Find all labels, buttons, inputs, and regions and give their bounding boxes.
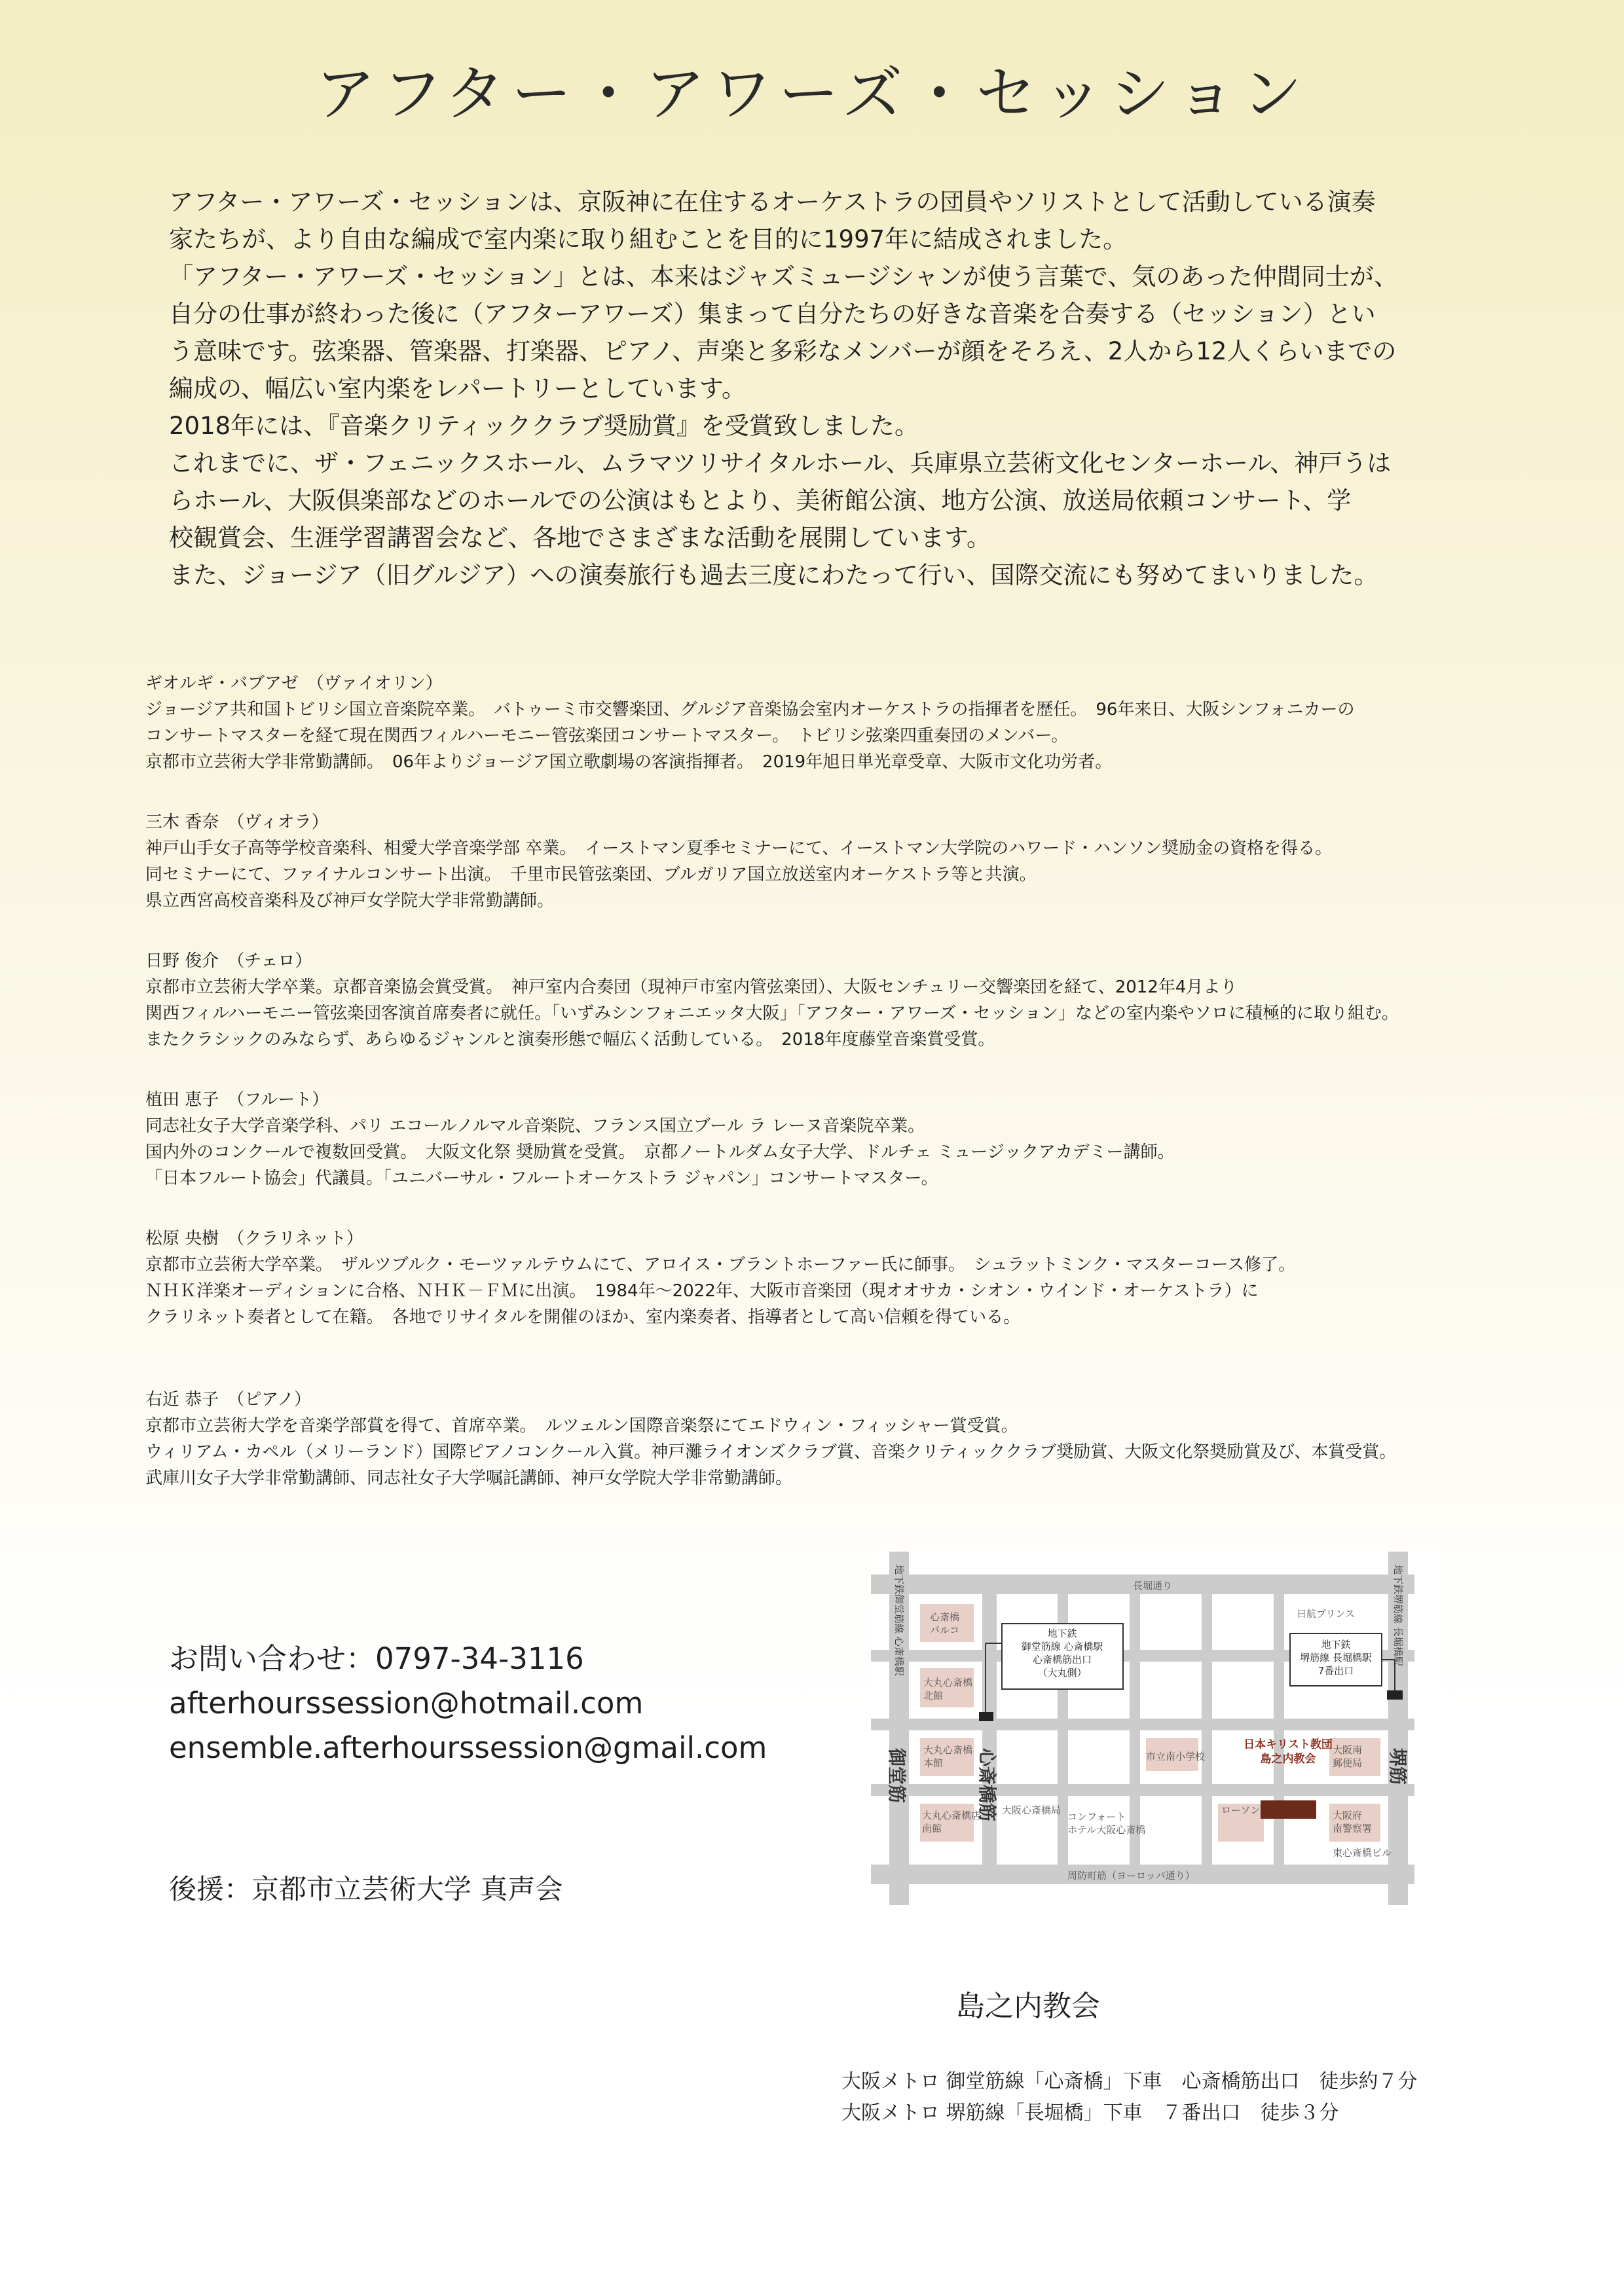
map-label-parco: パルコ [930, 1624, 960, 1636]
contact-phone: お問い合わせ：0797-34-3116 [169, 1641, 584, 1676]
map-callout-right-line: 7番出口 [1318, 1665, 1354, 1677]
intro-line: アフター・アワーズ・セッションは、京阪神に在住するオーケストラの団員やソリストとして活動している演奏 [169, 188, 1376, 216]
member-bio-line: 京都市立芸術大学非常勤講師。 06年よりジョージア国立歌劇場の客演指揮者。 2019年旭日単光章受章、大阪市文化功労者。 [145, 752, 1113, 772]
intro-line: 「アフター・アワーズ・セッション」とは、本来はジャズミュージシャンが使う言葉で、気のあった仲間同士が、 [169, 263, 1398, 291]
member-name: 三木 香奈 （ヴィオラ） [145, 812, 329, 832]
page-title: アフター・アワーズ・セッション [315, 59, 1309, 129]
map-label-midosuji: 御堂筋 [886, 1748, 908, 1804]
member-bio-line: ジョージア共和国トビリシ国立音楽院卒業。 バトゥーミ市交響楽団、グルジア音楽協会室内オーケストラの指揮者を歴任。 96年来日、大阪シンフォニカーの [145, 700, 1355, 720]
member-bio-line: 武庫川女子大学非常勤講師、同志社女子大学嘱託講師、神戸女学院大学非常勤講師。 [145, 1468, 793, 1488]
intro-line: 家たちが、より自由な編成で室内楽に取り組むことを目的に1997年に結成されました。 [169, 225, 1128, 253]
member-profile-cello [145, 948, 1553, 1053]
member-bio-line: 関西フィルハーモニー管弦楽団客演首席奏者に就任。「いずみシンフォニエッタ大阪」「アフター・アワーズ・セッション」などの室内楽やソロに積極的に取り組む。 [145, 1004, 1399, 1023]
map-label-minami-post: 大阪南 [1333, 1744, 1363, 1756]
member-bio-line: コンサートマスターを経て現在関西フィルハーモニー管弦楽団コンサートマスター。 トビリシ弦楽四重奏団のメンバー。 [145, 726, 1069, 746]
access-info [841, 2066, 1418, 2129]
contact-info [169, 1637, 767, 1770]
access-map [871, 1552, 1441, 1905]
intro-line: 校観賞会、生涯学習講習会など、各地でさまざまな活動を展開しています。 [169, 524, 991, 552]
intro-line: 2018年には、『音楽クリティッククラブ奨励賞』を受賞致しました。 [169, 412, 919, 440]
member-bio-line: またクラシックのみならず、あらゆるジャンルと演奏形態で幅広く活動している。 2018年度藤堂音楽賞受賞。 [145, 1030, 995, 1049]
member-profile-piano [145, 1387, 1553, 1491]
member-bio-line: ＮＨＫ洋楽オーディションに合格、ＮＨＫ－ＦＭに出演。 1984年～2022年、大阪市音楽団（現オオサカ・シオン・ウインド・オーケストラ）に [145, 1281, 1259, 1301]
map-label-nikko: 日航プリンス [1297, 1608, 1355, 1620]
map-label-sakaisuji: 堺筋 [1387, 1748, 1409, 1785]
map-church-label: 島之内教会 [1260, 1753, 1316, 1766]
member-profile-viola [145, 809, 1553, 914]
member-bio-line: 国内外のコンクールで複数回受賞。 大阪文化祭 奨励賞を受賞。 京都ノートルダム女子大学、ドルチェ ミュージックアカデミー講師。 [145, 1142, 1175, 1162]
map-label-daimaru-south: 大丸心斎橋店 [922, 1810, 982, 1821]
member-profile-flute [145, 1087, 1553, 1192]
map-label-daimaru-main: 本館 [923, 1757, 944, 1769]
map-label-top-street: 長堀通り [1133, 1580, 1173, 1592]
map-callout-left-line: 地下鉄 [1047, 1628, 1077, 1639]
map-label-shinsaibashisuji: 心斎橋筋 [976, 1748, 998, 1822]
map-label-hotel: コンフォート [1067, 1811, 1126, 1823]
map-label-police: 南警察署 [1333, 1823, 1373, 1834]
map-label-minami-post: 郵便局 [1333, 1757, 1363, 1769]
map-label-left-subway: 地下鉄御堂筋線 心斎橋駅 [893, 1565, 905, 1676]
map-label-daimaru-south: 南館 [922, 1823, 942, 1834]
member-name: 植田 恵子 （フルート） [145, 1090, 329, 1110]
map-label-right-subway: 地下鉄堺筋線 長堀橋駅 [1392, 1565, 1404, 1666]
member-bio-line: 京都市立芸術大学を音楽学部賞を得て、首席卒業。 ルツェルン国際音楽祭にてエドウィン・フィッシャー賞受賞。 [145, 1416, 1018, 1436]
map-label-hotel: ホテル大阪心斎橋 [1067, 1824, 1146, 1836]
map-callout-right-line: 地下鉄 [1321, 1639, 1351, 1650]
member-bio-line: クラリネット奏者として在籍。 各地でリサイタルを開催のほか、室内楽奏者、指導者として高い信頼を得ている。 [145, 1307, 1021, 1327]
map-church-label: 日本キリスト教団 [1244, 1738, 1333, 1751]
intro-line: う意味です。弦楽器、管楽器、打楽器、ピアノ、声楽と多彩なメンバーが顔をそろえ、2人から12人くらいまでの [169, 337, 1397, 365]
intro-line: らホール、大阪倶楽部などのホールでの公演はもとより、美術館公演、地方公演、放送局依頼コンサート、学 [169, 486, 1352, 515]
intro-line: これまでに、ザ・フェニックスホール、ムラマツリサイタルホール、兵庫県立芸術文化センターホール、神戸うは [169, 449, 1392, 477]
map-callout-right-line: 堺筋線 長堀橋駅 [1300, 1652, 1372, 1664]
map-label-higashi-bldg: 東心斎橋ビル [1333, 1847, 1392, 1859]
member-name: 松原 央樹 （クラリネット） [145, 1229, 363, 1248]
venue-name: 島之内教会 [956, 1990, 1100, 2023]
member-profile-clarinet [145, 1226, 1553, 1330]
contact-email-link[interactable]: ensemble.afterhourssession@gmail.com [169, 1730, 767, 1765]
map-label-bottom-street: 周防町筋（ヨーロッパ通り） [1067, 1870, 1195, 1882]
map-callout-left-line: 心斎橋筋出口 [1032, 1654, 1092, 1666]
map-callout-left-line: 御堂筋線 心斎橋駅 [1021, 1641, 1103, 1652]
member-profile-violin [145, 670, 1553, 775]
map-label-daimaru-north: 大丸心斎橋 [923, 1677, 973, 1688]
map-label-parco: 心斎橋 [930, 1611, 960, 1623]
map-label-school: 市立南小学校 [1146, 1751, 1206, 1762]
map-label-police: 大阪府 [1333, 1810, 1363, 1821]
map-label-daimaru-north: 北館 [923, 1690, 944, 1702]
access-line: 大阪メトロ 堺筋線「長堀橋」下車 ７番出口 徒歩３分 [841, 2102, 1339, 2124]
map-label-lawson: ローソン [1221, 1804, 1261, 1816]
sponsor-credit: 後援：京都市立芸術大学 真声会 [169, 1873, 563, 1905]
intro-line: 編成の、幅広い室内楽をレパートリーとしています。 [169, 374, 746, 403]
member-profiles [145, 670, 1553, 1525]
member-bio-line: ウィリアム・カペル（メリーランド）国際ピアノコンクール入賞。神戸灘ライオンズクラブ賞、音楽クリティッククラブ奨励賞、大阪文化祭奨励賞及び、本賞受賞。 [145, 1442, 1397, 1462]
member-name: 日野 俊介 （チェロ） [145, 951, 312, 971]
member-bio-line: 京都市立芸術大学卒業。 ザルツブルク・モーツァルテウムにて、アロイス・ブラントホーファー氏に師事。 シュラットミンク・マスターコース修了。 [145, 1255, 1296, 1275]
access-line: 大阪メトロ 御堂筋線「心斎橋」下車 心斎橋筋出口 徒歩約７分 [841, 2070, 1418, 2093]
member-bio-line: 同セミナーにて、ファイナルコンサート出演。 千里市民管弦楽団、ブルガリア国立放送室内オーケストラ等と共演。 [145, 865, 1037, 884]
member-bio-line: 「日本フルート協会」代議員。「ユニバーサル・フルートオーケストラ ジャパン」コンサートマスター。 [145, 1169, 938, 1188]
intro-line: 自分の仕事が終わった後に（アフターアワーズ）集まって自分たちの好きな音楽を合奏する（セッション）とい [169, 300, 1376, 328]
map-callout-left-line: （大丸側） [1037, 1667, 1087, 1679]
intro-section [169, 183, 1511, 594]
intro-line: また、ジョージア（旧グルジア）への演奏旅行も過去三度にわたって行い、国際交流にも努めてまいりました。 [169, 561, 1378, 589]
member-bio-line: 同志社女子大学音楽学科、パリ エコールノルマル音楽院、フランス国立ブール ラ レーヌ音楽院卒業。 [145, 1116, 925, 1136]
member-name: 右近 恭子 （ピアノ） [145, 1390, 312, 1410]
map-label-post-office: 大阪心斎橋局 [1002, 1804, 1061, 1816]
member-bio-line: 県立西宮高校音楽科及び神戸女学院大学非常勤講師。 [145, 891, 555, 911]
contact-email-link[interactable]: afterhourssession@hotmail.com [169, 1686, 644, 1721]
member-name: ギオルギ・バブアゼ （ヴァイオリン） [145, 674, 443, 693]
member-bio-line: 神戸山手女子高等学校音楽科、相愛大学音楽学部 卒業。 イーストマン夏季セミナーにて、イーストマン大学院のハワード・ハンソン奨励金の資格を得る。 [145, 839, 1333, 858]
member-bio-line: 京都市立芸術大学卒業。京都音楽協会賞受賞。 神戸室内合奏団（現神戸市室内管弦楽団）、大阪センチュリー交響楽団を経て、2012年4月より [145, 977, 1238, 997]
map-label-daimaru-main: 大丸心斎橋 [923, 1744, 973, 1756]
